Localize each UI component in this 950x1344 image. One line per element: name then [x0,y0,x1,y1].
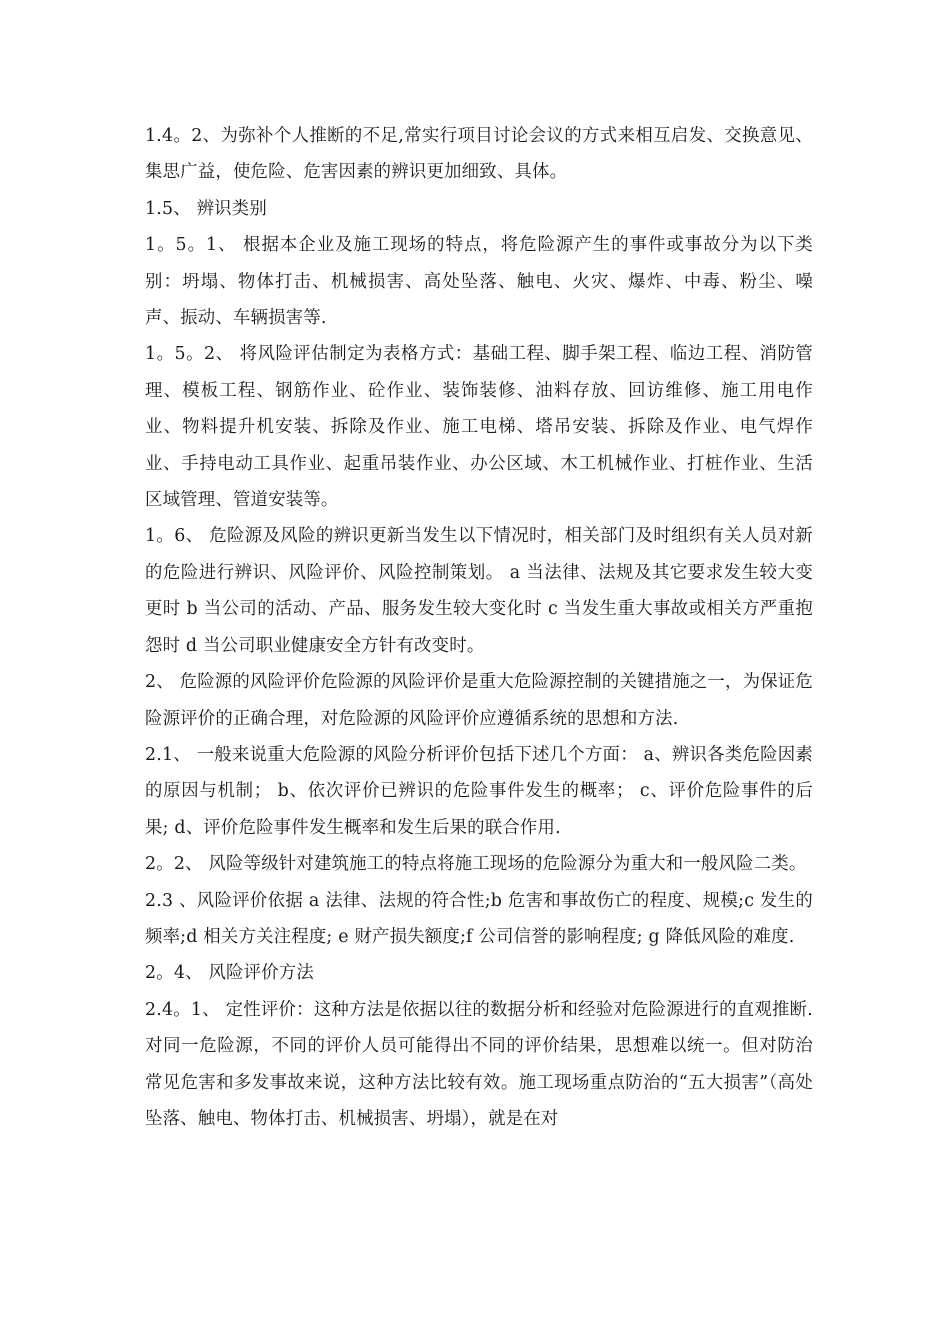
paragraph-2: 2、 危险源的风险评价危险源的风险评价是重大危险源控制的关键措施之一，为保证危险源评价的正确合理，对危险源的风险评价应遵循系统的思想和方法. [145,672,813,729]
paragraph-1-4-2: 1.4。2、为弥补个人推断的不足,常实行项目讨论会议的方式来相互启发、交换意见、集思广益，使危险、危害因素的辨识更加细致、具体。 [145,126,813,183]
heading-1-5: 1.5、 辨识类别 [145,198,267,219]
paragraph-2-3: 2.3 、风险评价依据 a 法律、法规的符合性;b 危害和事故伤亡的程度、规模;c 发生的频率;d 相关方关注程度; e 财产损失额度;f 公司信誉的影响程度; g 降低风险的难度. [145,890,813,947]
paragraph-2-1: 2.1、 一般来说重大危险源的风险分析评价包括下述几个方面： a、辨识各类危险因素的原因与机制； b、依次评价已辨识的危险事件发生的概率； c、评价危险事件的后果; d、评价危险事件发生概率和发生后果的联合作用. [145,744,813,838]
heading-2-4: 2。4、 风险评价方法 [145,963,314,984]
paragraph-2-4-1: 2.4。1、 定性评价：这种方法是依据以往的数据分析和经验对危险源进行的直观推断.对同一危险源，不同的评价人员可能得出不同的评价结果，思想难以统一。但对防治常见危害和多发事故来说，这种方法比较有效。施工现场重点防治的“五大损害”（高处坠落、触电、物体打击、机械损害、坍塌），就是在对 [145,999,813,1129]
paragraph-1-6: 1。6、 危险源及风险的辨识更新当发生以下情况时，相关部门及时组织有关人员对新的危险进行辨识、风险评价、风险控制策划。 a 当法律、法规及其它要求发生较大变更时 b 当公司的活动、产品、服务发生较大变化时 c 当发生重大事故或相关方严重抱怨时 d 当公司职业健康安全方针有改变时。 [145,526,813,656]
paragraph-2-2: 2。2、 风险等级针对建筑施工的特点将施工现场的危险源分为重大和一般风险二类。 [145,854,807,875]
paragraph-1-5-1: 1。5。1、 根据本企业及施工现场的特点，将危险源产生的事件或事故分为以下类别：坍塌、物体打击、机械损害、高处坠落、触电、火灾、爆炸、中毒、粉尘、噪声、振动、车辆损害等. [145,235,813,329]
document-body [145,118,813,1137]
paragraph-1-5-2: 1。5。2、 将风险评估制定为表格方式：基础工程、脚手架工程、临边工程、消防管理、模板工程、钢筋作业、砼作业、装饰装修、油料存放、回访维修、施工用电作业、物料提升机安装、拆除及作业、施工电梯、塔吊安装、拆除及作业、电气焊作业、手持电动工具作业、起重吊装作业、办公区域、木工机械作业、打桩作业、生活区域管理、管道安装等。 [145,344,813,511]
